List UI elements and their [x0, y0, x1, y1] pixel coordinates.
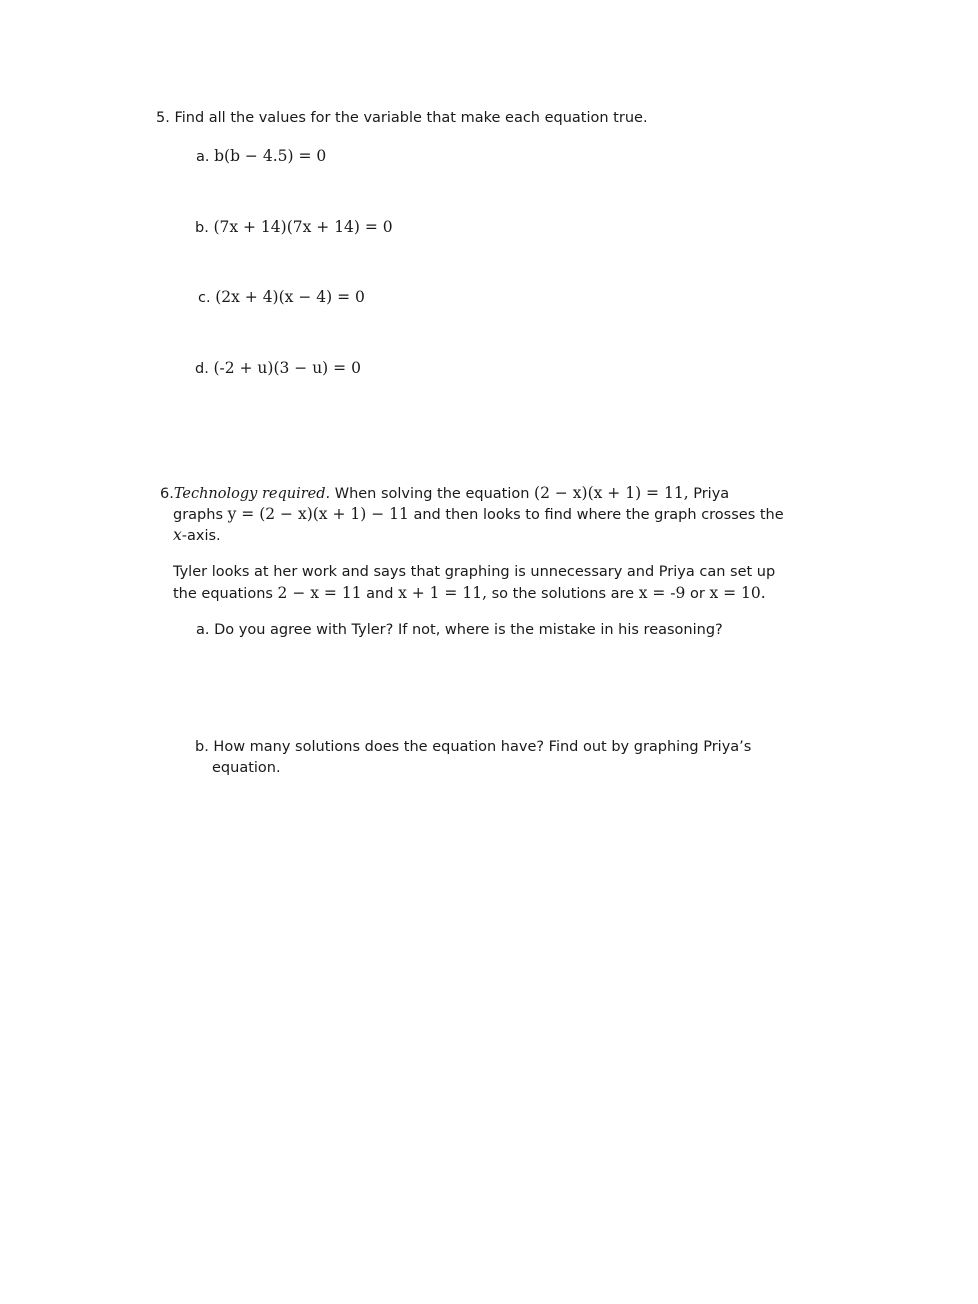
text: -axis.: [181, 528, 221, 544]
text: so the solutions are: [491, 586, 635, 602]
text: and: [366, 586, 394, 602]
question-6-line-3: [173, 525, 221, 547]
technology-required-label: Technology required.: [173, 486, 331, 502]
question-6-paragraph-2-line-1: Tyler looks at her work and says that graphing is unnecessary and Priya can set up: [173, 564, 776, 580]
equation: x = -9: [638, 584, 686, 602]
question-6-part-b-line-1: b. How many solutions does the equation have? Find out by graphing Priya’s: [195, 739, 752, 755]
question-6-paragraph-2-line-2: [173, 583, 766, 605]
text: or: [690, 586, 705, 602]
question-5-part-b: [195, 217, 393, 239]
text: and then looks to find where the graph crosses the: [413, 507, 784, 523]
equation: (7x + 14)(7x + 14) = 0: [213, 218, 393, 236]
question-5-part-a: [196, 146, 326, 168]
question-5-part-c: [198, 287, 365, 309]
question-5-prompt: 5. Find all the values for the variable that make each equation true.: [156, 110, 648, 126]
question-6-line-1: [160, 483, 729, 505]
equation: y = (2 − x)(x + 1) − 11: [227, 505, 409, 523]
equation: x = 10.: [709, 584, 766, 602]
part-label: a.: [196, 149, 210, 165]
equation: b(b − 4.5) = 0: [214, 147, 327, 165]
text: the equations: [173, 586, 273, 602]
equation: 2 − x = 11: [277, 584, 362, 602]
part-label: b.: [195, 220, 209, 236]
variable: x: [173, 526, 182, 544]
question-6-part-b-line-2: equation.: [212, 760, 281, 776]
equation: (2x + 4)(x − 4) = 0: [215, 288, 365, 306]
question-6-part-a: a. Do you agree with Tyler? If not, where is the mistake in his reasoning?: [196, 622, 723, 638]
part-label: d.: [195, 361, 209, 377]
equation: (-2 + u)(3 − u) = 0: [213, 359, 361, 377]
text: When solving the equation: [334, 486, 530, 502]
equation: (2 − x)(x + 1) = 11,: [534, 484, 689, 502]
question-6-line-2: [173, 504, 784, 526]
equation: x + 1 = 11,: [398, 584, 487, 602]
question-5-part-d: [195, 358, 361, 380]
text: graphs: [173, 507, 223, 523]
text: Priya: [693, 486, 730, 502]
part-label: c.: [198, 290, 211, 306]
question-number: 6.: [160, 486, 174, 502]
